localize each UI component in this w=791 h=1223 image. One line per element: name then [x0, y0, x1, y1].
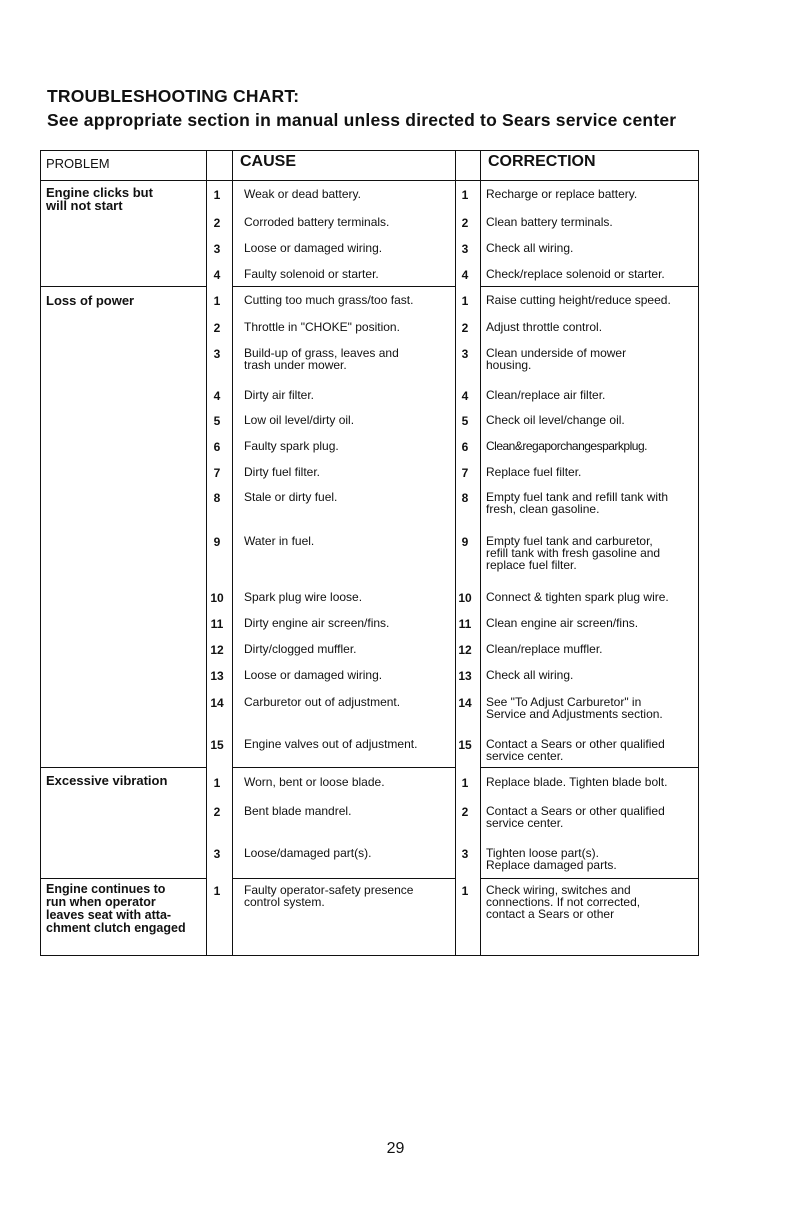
cause-number: 12 [210, 643, 224, 657]
correction-text: Clean/replace muffler. [486, 642, 603, 656]
correction-number: 14 [458, 696, 472, 710]
cause-number: 1 [213, 188, 221, 202]
correction-number: 9 [461, 535, 469, 549]
cause-number: 2 [213, 805, 221, 819]
cause-number: 11 [210, 617, 224, 631]
cause-number: 6 [213, 440, 221, 454]
table-top-border [40, 150, 699, 151]
correction-text: Check all wiring. [486, 668, 574, 682]
correction-number: 2 [461, 216, 469, 230]
problem-label: Excessive vibration [46, 773, 168, 788]
correction-text: Clean/replace air filter. [486, 388, 606, 402]
cause-text: Loose/damaged part(s). [244, 846, 372, 860]
chart-title: TROUBLESHOOTING CHART: [47, 86, 300, 106]
correction-text: Check oil level/change oil. [486, 413, 625, 427]
correction-number: 5 [461, 414, 469, 428]
cause-number: 7 [213, 466, 221, 480]
correction-number: 1 [461, 884, 469, 898]
problem-label: Loss of power [46, 293, 135, 308]
correction-text: Replace fuel filter. [486, 465, 582, 479]
correction-text: Contact a Sears or other qualified service center. [486, 804, 665, 830]
cause-text: Cutting too much grass/too fast. [244, 293, 414, 307]
correction-text: Tighten loose part(s). Replace damaged parts. [486, 846, 617, 872]
group-separator [480, 767, 699, 768]
cause-number: 1 [213, 884, 221, 898]
cause-text: Loose or damaged wiring. [244, 241, 383, 255]
correction-number: 3 [461, 347, 469, 361]
cause-text: Dirty fuel filter. [244, 465, 321, 479]
correction-text: Empty fuel tank and carburetor, refill tank with fresh gasoline and replace fuel filter. [486, 534, 661, 572]
group-separator [480, 286, 699, 287]
cause-number: 1 [213, 294, 221, 308]
cause-number: 2 [213, 216, 221, 230]
cause-number: 2 [213, 321, 221, 335]
correction-number: 3 [461, 242, 469, 256]
cause-number: 1 [213, 776, 221, 790]
cause-text: Weak or dead battery. [244, 187, 361, 201]
problem-label: Engine clicks but will not start [46, 185, 153, 213]
cause-text: Carburetor out of adjustment. [244, 695, 401, 709]
table-header-border [40, 180, 699, 181]
correction-text: Clean engine air screen/fins. [486, 616, 639, 630]
cause-text: Throttle in "CHOKE" position. [244, 320, 400, 334]
cause-number: 3 [213, 242, 221, 256]
correction-number: 7 [461, 466, 469, 480]
cause-number: 5 [213, 414, 221, 428]
group-separator [232, 767, 456, 768]
cause-text: Dirty air filter. [244, 388, 315, 402]
cause-number: 15 [210, 738, 224, 752]
correction-text: Adjust throttle control. [486, 320, 603, 334]
cause-text: Faulty operator-safety presence control system. [244, 883, 414, 909]
correction-text: Check all wiring. [486, 241, 574, 255]
chart-subtitle: See appropriate section in manual unless directed to Sears service center [47, 110, 677, 130]
cause-text: Low oil level/dirty oil. [244, 413, 355, 427]
page-number: 29 [386, 1140, 405, 1157]
correction-number: 1 [461, 294, 469, 308]
group-separator [40, 767, 207, 768]
correction-number: 3 [461, 847, 469, 861]
correction-text: Raise cutting height/reduce speed. [486, 293, 671, 307]
correction-text: Contact a Sears or other qualified service center. [486, 737, 665, 763]
cause-number: 3 [213, 347, 221, 361]
correction-number: 1 [461, 776, 469, 790]
correction-text: Clean battery terminals. [486, 215, 613, 229]
table-divider-cause-num [232, 150, 233, 956]
correction-text: Connect & tighten spark plug wire. [486, 590, 669, 604]
correction-number: 12 [458, 643, 472, 657]
cause-text: Faulty solenoid or starter. [244, 267, 379, 281]
correction-number: 8 [461, 491, 469, 505]
correction-text: See "To Adjust Carburetor" in Service and Adjustments section. [486, 695, 663, 721]
cause-text: Dirty engine air screen/fins. [244, 616, 390, 630]
cause-number: 10 [210, 591, 224, 605]
correction-number: 4 [461, 389, 469, 403]
group-separator [40, 878, 207, 879]
correction-number: 4 [461, 268, 469, 282]
cause-text: Engine valves out of adjustment. [244, 737, 418, 751]
header-problem: PROBLEM [46, 156, 110, 171]
cause-number: 13 [210, 669, 224, 683]
group-separator [232, 286, 456, 287]
table-bottom-border [40, 955, 699, 956]
cause-text: Loose or damaged wiring. [244, 668, 383, 682]
problem-label: Engine continues to run when operator leaves seat with atta- chment clutch engaged [46, 882, 186, 935]
cause-number: 9 [213, 535, 221, 549]
correction-text: Recharge or replace battery. [486, 187, 638, 201]
correction-number: 15 [458, 738, 472, 752]
group-separator [232, 878, 456, 879]
group-separator [40, 286, 207, 287]
cause-number: 8 [213, 491, 221, 505]
group-separator [480, 878, 699, 879]
table-left-border [40, 150, 41, 956]
cause-number: 4 [213, 389, 221, 403]
correction-text: Empty fuel tank and refill tank with fresh, clean gasoline. [486, 490, 669, 516]
cause-text: Corroded battery terminals. [244, 215, 390, 229]
cause-text: Bent blade mandrel. [244, 804, 352, 818]
correction-number: 1 [461, 188, 469, 202]
correction-number: 13 [458, 669, 472, 683]
correction-number: 2 [461, 321, 469, 335]
cause-text: Stale or dirty fuel. [244, 490, 338, 504]
cause-text: Worn, bent or loose blade. [244, 775, 385, 789]
header-correction: CORRECTION [488, 153, 596, 170]
cause-number: 14 [210, 696, 224, 710]
cause-text: Faulty spark plug. [244, 439, 339, 453]
correction-text: Replace blade. Tighten blade bolt. [486, 775, 668, 789]
cause-text: Dirty/clogged muffler. [244, 642, 357, 656]
correction-number: 11 [458, 617, 472, 631]
cause-number: 4 [213, 268, 221, 282]
table-divider-correction-num [480, 150, 481, 956]
correction-number: 6 [461, 440, 469, 454]
cause-text: Build-up of grass, leaves and trash under mower. [244, 346, 399, 372]
correction-text: Clean&regaporchangesparkplug. [486, 439, 647, 453]
correction-number: 10 [458, 591, 472, 605]
correction-number: 2 [461, 805, 469, 819]
correction-text: Check wiring, switches and connections. If not corrected, contact a Sears or other [486, 883, 641, 921]
cause-text: Water in fuel. [244, 534, 315, 548]
cause-number: 3 [213, 847, 221, 861]
header-cause: CAUSE [240, 153, 297, 170]
cause-text: Spark plug wire loose. [244, 590, 363, 604]
correction-text: Check/replace solenoid or starter. [486, 267, 665, 281]
correction-text: Clean underside of mower housing. [486, 346, 627, 372]
